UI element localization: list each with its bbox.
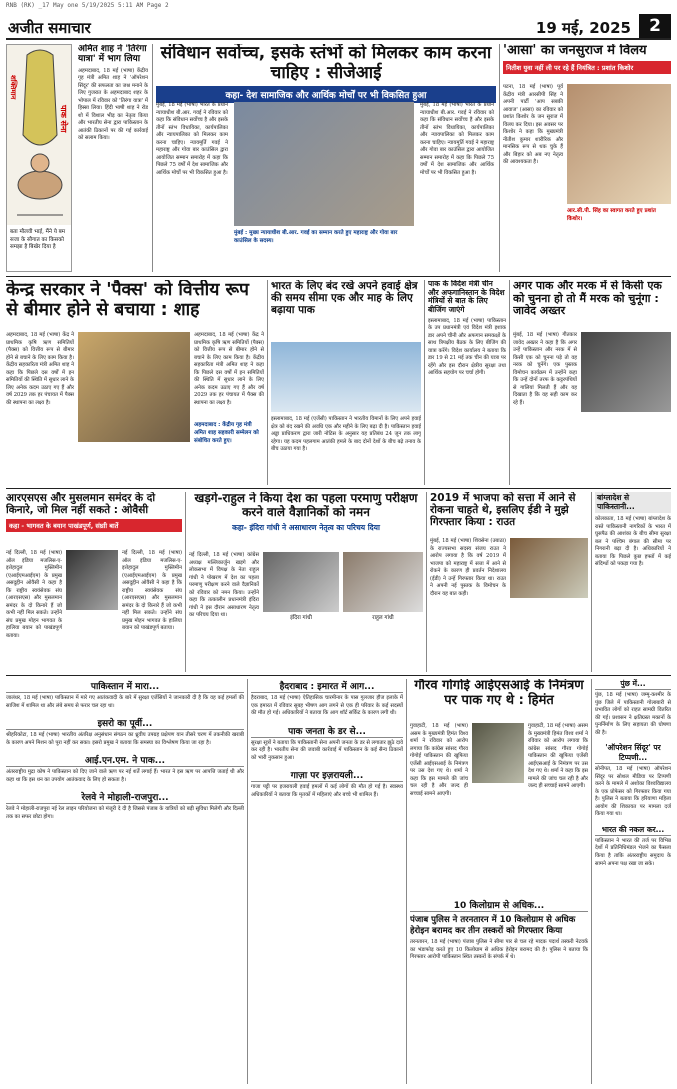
subheadline: कहा - भागवत के बयान पाखंडपूर्ण, संघ्राी बातें — [6, 519, 182, 532]
brief-body: श्रीहरिकोटा, 18 मई (भाषा) भारतीय अंतरिक्ष अनुसंधान संगठन का ध्रुवीय उपग्रह प्रक्षेपण यान तीसरे चरण में तकनीकी खराबी के कारण अपने मिशन को पूरा नहीं कर सका। इसरो प्रमुख ने बताया कि समस्या का विश्लेषण किया जा रहा है। — [6, 732, 244, 746]
story-nuclear-test — [189, 492, 423, 672]
headline: अमित शाह ने 'तिरंगा यात्रा' में भाग लिया — [78, 44, 147, 65]
photo-caption: मुंबई : मुख्य न्यायाधीश बी.आर. गवई का सम्मान करते हुए महाराष्ट्र और गोवा बार काउंसिल के सदस्य। — [234, 230, 398, 244]
cartoon-drawing — [7, 45, 72, 225]
brief-headline: पाकिस्तान में मारा... — [6, 679, 244, 693]
cartoon-label-top: शक्तिमान — [9, 75, 17, 100]
photo-caption-indira: इंदिरा गांधी — [290, 615, 312, 621]
story-body: नई दिल्ली, 18 मई (भाषा) ऑल इंडिया मजलिस-ए-इत्तेहादुल मुस्लिमीन (एआईएमआईएम) के प्रमुख असदुद्दीन ओवैसी ने कहा है कि राष्ट्रीय स्वयंसेवक संघ (आरएसएस) और मुसलमान समंदर के दो किनारे हैं जो कभी नहीं मिल सकते। उन्होंने संघ प्रमुख मोहन भागवत के हालिया बयान को पाखंडपूर्ण बताया। — [6, 550, 62, 639]
story-body-cont: नई दिल्ली, 18 मई (भाषा) ऑल इंडिया मजलिस-ए-इत्तेहादुल मुस्लिमीन (एआईएमआईएम) के प्रमुख असदुद्दीन ओवैसी ने कहा है कि राष्ट्रीय स्वयंसेवक संघ (आरएसएस) और मुसलमान समंदर के दो किनारे हैं जो कभी नहीं मिल सकते। उन्होंने संघ प्रमुख मोहन भागवत के हालिया बयान को पाखंडपूर्ण बताया। — [122, 550, 182, 632]
story-gogoi — [410, 679, 588, 894]
brief-body: तरनतारन, 18 मई (भाषा) पंजाब पुलिस ने सीमा पार से चल रहे मादक पदार्थ तस्करी नेटवर्क का भंडाफोड़ करते हुए 10 किलोग्राम से अधिक हेरोइन बरामद की है। पुलिस ने बताया कि गिरफ्तार आरोपी पाकिस्तान स्थित तस्करों के संपर्क में थे। — [410, 939, 588, 961]
story-body-cont: गुवाहाटी, 18 मई (भाषा) असम के मुख्यमंत्री हिमंत विश्व शर्मा ने रविवार को आरोप लगाया कि कांग्रेस सांसद गौरव गोगोई पाकिस्तान की खुफिया एजेंसी आईएसआई के निमंत्रण पर उस देश गए थे। शर्मा ने कहा कि इस मामले की जांच चल रही है और जल्द ही सच्चाई सामने आएगी। — [528, 723, 588, 790]
story-pak-fm-beijing — [428, 280, 506, 485]
headline: खड़गे-राहुल ने किया देश का पहला परमाणु परीक्षण करने वाले वैज्ञानिकों को नमन — [194, 492, 418, 519]
story-bangladesh — [595, 492, 671, 672]
brief-headline: हैदराबाद : इमारत में आग... — [251, 679, 403, 693]
headline: भारत के लिए बंद रखे अपने हवाई क्षेत्र की समय सीमा एक और माह के लिए बढ़ाया पाक — [271, 280, 418, 317]
story-pacs — [6, 280, 264, 485]
headline: गौरव गोगोई आईएसआई के निमंत्रण पर पाक गए थे : हिमंत — [414, 679, 584, 708]
headline: संविधान सर्वोच्च, इसके स्तंभों को मिलकर काम करना चाहिए : सीजेआई — [160, 44, 492, 83]
subheadline: नितीश युवा नहीं ली पर रहे हैं नियंत्रित : प्रशांत किशोर — [503, 61, 671, 74]
headline: आरएसएस और मुसलमान समंदर के दो किनारे, जो मिल नहीं सकते : ओवैसी — [6, 492, 156, 517]
headline: 2019 में भाजपा को सत्ता में आने से रोकना चाहते थे, इसलिए ईडी ने मुझे गिरफ्तार किया : राउत — [430, 492, 576, 529]
story-heroin — [410, 898, 588, 1084]
cji-photo — [234, 102, 414, 226]
brief-headline: भारत की नकल कर... — [595, 825, 671, 836]
story-body: मुंबई, 18 मई (भाषा) शिवसेना (उबाठा) के राज्यसभा सदस्य संजय राउत ने आरोप लगाया है कि वर्ष 2019 में भाजपा को महाराष्ट्र में सत्ता में आने से रोकने के कारण ही प्रवर्तन निदेशालय (ईडी) ने उन्हें गिरफ्तार किया था। राउत ने अपनी नई पुस्तक के विमोचन के दौरान यह बात कही। — [430, 538, 506, 597]
story-owaisi — [6, 492, 182, 672]
brief-headline: 10 किलोग्राम से अधिक... — [410, 898, 588, 912]
story-body: अहमदाबाद, 18 मई (भाषा) केंद्रीय गृह मंत्री अमित शाह ने 'ऑपरेशन सिंदूर' की सफलता का जश्न मनाने के लिए गुजरात के अहमदाबाद शहर के भोपाल में रविवार को 'तिरंगा यात्रा' में हिस्सा लिया। हिंदी भाषी शाह ने रोड शो में विशाल भीड़ का नेतृत्व किया और भारतीय सेना द्वारा पाकिस्तान के आतंकी ठिकानों पर की गई कार्रवाई को सलाम किया। — [78, 67, 148, 142]
story-body: पटना, 18 मई (भाषा) पूर्व केंद्रीय मंत्री आरसीपी सिंह ने अपनी पार्टी 'आप सबकी आवाज' (आसा) का रविवार को प्रशांत किशोर के जन सुराज में विलय कर दिया। इस अवसर पर किशोर ने कहा कि मुख्यमंत्री नीतीश कुमार शारीरिक और मानसिक रूप से थक चुके हैं और बिहार को अब नए नेतृत्व की आवश्यकता है। — [503, 84, 563, 166]
shah-photo — [78, 332, 190, 442]
brief-body: रेलवे ने मोहाली-राजपुरा नई रेल लाइन परियोजना को मंजूरी दे दी है जिससे पंजाब के यात्रियों को बड़ी सुविधा मिलेगी और दिल्ली तक का सफर छोटा होगा। — [6, 806, 244, 820]
subheadline: कहा- इंदिरा गांधी ने असाधारण नेतृत्व का परिचय दिया — [232, 522, 380, 532]
headline: बांग्लादेश से पाकिस्तानी... — [595, 492, 671, 513]
brief-body: सुरक्षा सूत्रों ने बताया कि पाकिस्तानी सेना अपनी जनता के डर से लगातार झूठे दावे कर रही है। भारतीय सेना की जवाबी कार्रवाई में पाकिस्तान के कई सैन्य ठिकानों को भारी नुकसान हुआ। — [251, 739, 403, 761]
brief-body: अंतरराष्ट्रीय मुद्रा कोष ने पाकिस्तान को दिए जाने वाले ऋण पर नई शर्तें लगाई हैं। भारत ने इस ऋण पर आपत्ति जताई थी और कहा था कि इस धन का उपयोग आतंकवाद के लिए हो सकता है। — [6, 769, 244, 783]
story-body: इस्लामाबाद, 18 मई (भाषा) पाकिस्तान के उप प्रधानमंत्री एवं विदेश मंत्री इशाक डार अपने चीनी और अफगान समकक्षों के साथ त्रिपक्षीय बैठक के लिए बीजिंग की यात्रा करेंगे। विदेश कार्यालय ने बताया कि डार 19 से 21 मई तक चीन की यात्रा पर रहेंगे और इस दौरान क्षेत्रीय सुरक्षा तथा आर्थिक सहयोग पर चर्चा होगी। — [428, 317, 506, 377]
subheadline: कहा- देश सामाजिक और आर्थिक मोर्चों पर भी विकसित हुआ — [156, 86, 496, 103]
brief-headline: आई.एन.एम. ने पाक... — [6, 753, 244, 767]
brief-body: जालंधर, 18 मई (भाषा) पाकिस्तान में मारे गए आतंकवादी के बारे में सुरक्षा एजेंसियों ने जानकारी दी है कि वह कई हमलों की साजिश में शामिल था और लंबे समय से फरार चल रहा था। — [6, 695, 244, 709]
cartoon — [6, 44, 72, 272]
story-tiranga-yatra — [78, 44, 148, 272]
issue-date: 19 मई, 2025 — [535, 19, 631, 37]
briefs-column-middle — [251, 679, 403, 1084]
headline: अगर पाक और मरक में से किसी एक को चुनना हो तो मैं मरक को चुनूंगा : जावेद अख्तर — [513, 280, 662, 318]
story-body: कोलकाता, 18 मई (भाषा) बांग्लादेश के रास्ते पाकिस्तानी नागरिकों के भारत में घुसपैठ की आशंका के बीच सीमा सुरक्षा बल ने पश्चिम बंगाल की सीमा पर निगरानी बढ़ा दी है। अधिकारियों ने बताया कि पिछले कुछ हफ्तों में कई संदिग्धों को पकड़ा गया है। — [595, 516, 671, 568]
story-aasa-merger — [503, 44, 671, 272]
brief-headline: रेलवे ने मोहाली-राजपुरा... — [6, 790, 244, 804]
himanta-photo — [472, 723, 524, 783]
story-cji-constitution — [156, 44, 496, 272]
kishor-photo — [567, 84, 671, 204]
story-javed-akhtar — [513, 280, 671, 485]
story-raut — [430, 492, 588, 672]
photo-caption: आर.सी.पी. सिंह का स्वागत करते हुए प्रशांत किशोर। — [567, 208, 656, 222]
story-body: अहमदाबाद, 18 मई (भाषा) केंद्र ने प्राथमिक कृषि ऋण समितियों (पैक्स) को वित्तीय रूप से बीमार होने से बचाने के लिए काम किया है। केंद्रीय सहकारिता मंत्री अमित शाह ने कहा कि पिछले दस वर्षों में इन समितियों की स्थिति में सुधार लाने के लिए अनेक कदम उठाए गए हैं और वर्ष 2029 तक हर पंचायत में पैक्स की स्थापना का लक्ष्य है। — [6, 332, 74, 406]
story-body-right: मुंबई, 18 मई (भाषा) भारत के प्रधान न्यायाधीश बी.आर. गवई ने रविवार को कहा कि संविधान सर्वोच्च है और इसके तीनों स्तंभ विधायिका, कार्यपालिका और न्यायपालिका को मिलकर काम करना चाहिए। न्यायमूर्ति गवई ने महाराष्ट्र और गोवा बार काउंसिल द्वारा आयोजित सम्मान समारोह में कहा कि पिछले 75 वर्षों में देश सामाजिक और आर्थिक मोर्चों पर भी विकसित हुआ है। — [420, 102, 494, 176]
masthead — [6, 14, 671, 40]
brief-headline: पाक जनता के डर से... — [251, 724, 403, 738]
brief-body: पुंछ, 18 मई (भाषा) जम्मू-कश्मीर के पुंछ जिले में पाकिस्तानी गोलाबारी से प्रभावित लोगों को राहत सामग्री वितरित की गई। प्रशासन ने क्षतिग्रस्त मकानों के पुनर्निर्माण के लिए सहायता की घोषणा की है। — [595, 692, 671, 736]
story-body-cont: अहमदाबाद, 18 मई (भाषा) केंद्र ने प्राथमिक कृषि ऋण समितियों (पैक्स) को वित्तीय रूप से बीमार होने से बचाने के लिए काम किया है। केंद्रीय सहकारिता मंत्री अमित शाह ने कहा कि पिछले दस वर्षों में इन समितियों की स्थिति में सुधार लाने के लिए अनेक कदम उठाए गए हैं और वर्ष 2029 तक हर पंचायत में पैक्स की स्थापना का लक्ष्य है। — [194, 332, 264, 406]
story-pak-airspace — [271, 280, 421, 485]
brief-body: गाजा पट्टी पर इजरायली हवाई हमलों में कई लोगों की मौत हो गई है। स्वास्थ्य अधिकारियों ने बताया कि मृतकों में महिलाएं और बच्चे भी शामिल हैं। — [251, 784, 403, 798]
photo-caption-rahul: राहुल गांधी — [372, 615, 394, 621]
story-body: मुंबई, 18 मई (भाषा) गीतकार जावेद अख्तर ने कहा है कि अगर उन्हें पाकिस्तान और नरक में से किसी एक को चुनना पड़े तो वह नरक को चुनेंगे। एक पुस्तक विमोचन कार्यक्रम में उन्होंने कहा कि उन्हें दोनों तरफ के कट्टरपंथियों से गालियां मिलती हैं और यह दिखाता है कि वह सही काम कर रहे हैं। — [513, 332, 577, 406]
story-body-left: मुंबई, 18 मई (भाषा) भारत के प्रधान न्यायाधीश बी.आर. गवई ने रविवार को कहा कि संविधान सर्वोच्च है और इसके तीनों स्तंभ विधायिका, कार्यपालिका और न्यायपालिका को मिलकर काम करना चाहिए। न्यायमूर्ति गवई ने महाराष्ट्र और गोवा बार काउंसिल द्वारा आयोजित सम्मान समारोह में कहा कि पिछले 75 वर्षों में देश सामाजिक और आर्थिक मोर्चों पर भी विकसित हुआ है। — [156, 102, 228, 176]
airplane-photo — [271, 342, 421, 412]
brief-headline: इसरो का पूर्वी... — [6, 716, 244, 730]
brief-headline: पुंछ में... — [595, 679, 671, 690]
story-body: इस्लामाबाद, 18 मई (एजेंसी) पाकिस्तान ने भारतीय विमानों के लिए अपने हवाई क्षेत्र को बंद रखने की अवधि एक और महीने के लिए बढ़ा दी है। पाकिस्तान हवाई अड्डा प्राधिकरण द्वारा जारी नोटिस के अनुसार यह प्रतिबंध 24 जून तक लागू रहेगा। यह कदम पहलगाम आतंकी हमले के बाद दोनों देशों के बीच बढ़े तनाव के बीच उठाया गया है। — [271, 416, 421, 453]
brief-body: सोनीपत, 18 मई (भाषा) ऑपरेशन सिंदूर पर सोशल मीडिया पर टिप्पणी करने के मामले में अशोका विश्वविद्यालय के एक प्रोफेसर को गिरफ्तार किया गया है। पुलिस ने बताया कि हरियाणा महिला आयोग की शिकायत पर मामला दर्ज किया गया था। — [595, 766, 671, 818]
photo-caption: अहमदाबाद : केंद्रीय गृह मंत्री अमित शाह सहकारी सम्मेलन को संबोधित करते हुए। — [194, 422, 259, 444]
cartoon-label-side: पाक सेना — [59, 105, 68, 133]
brief-headline: 'ऑपरेशन सिंदूर' पर टिप्पणी... — [595, 743, 671, 764]
story-body: गुवाहाटी, 18 मई (भाषा) असम के मुख्यमंत्री हिमंत विश्व शर्मा ने रविवार को आरोप लगाया कि कांग्रेस सांसद गौरव गोगोई पाकिस्तान की खुफिया एजेंसी आईएसआई के निमंत्रण पर उस देश गए थे। शर्मा ने कहा कि इस मामले की जांच चल रही है और जल्द ही सच्चाई सामने आएगी। — [410, 723, 468, 797]
page-number: 2 — [639, 14, 671, 38]
brief-body: हैदराबाद, 18 मई (भाषा) ऐतिहासिक चारमीनार के पास गुलजार हौज इलाके में एक इमारत में रविवार सुबह भीषण आग लगने से एक ही परिवार के कई सदस्यों की मौत हो गई। अधिकारियों ने बताया कि आग शॉर्ट सर्किट के कारण लगी थी। — [251, 695, 403, 717]
headline: केन्द्र सरकार ने 'पैक्स' को वित्तीय रूप से बीमार होने से बचाया : शाह — [6, 280, 249, 321]
pullquote: पंजाब पुलिस ने तरनतारन में 10 किलोग्राम से अधिक हेरोइन बरामद कर तीन तस्करों को गिरफ्तार किया — [410, 915, 576, 936]
brief-headline: गाज़ा पर इज़रायली... — [251, 768, 403, 782]
briefs-column-right — [595, 679, 671, 1084]
owaisi-photo — [66, 550, 118, 610]
briefs-column-left — [6, 679, 244, 1084]
akhtar-photo — [581, 332, 671, 412]
print-slug: RNB (RK) _17 May one 5/19/2025 5:11 AM Page 2 — [6, 2, 169, 9]
story-body: नई दिल्ली, 18 मई (भाषा) कांग्रेस अध्यक्ष मल्लिकार्जुन खड़गे और लोकसभा में विपक्ष के नेता राहुल गांधी ने पोखरण में देश का पहला परमाणु परीक्षण करने वाले वैज्ञानिकों को रविवार को नमन किया। उन्होंने कहा कि तत्कालीन प्रधानमंत्री इंदिरा गांधी ने इस दौरान असाधारण नेतृत्व का परिचय दिया था। — [189, 552, 259, 619]
cartoon-caption: बता मौलवी भाई, मैंने ये बम सजा के सौगात का किसको समझा है बिखेर दिया है — [10, 229, 66, 251]
brief-body: पाकिस्तान ने भारत की तर्ज पर विभिन्न देशों में प्रतिनिधिमंडल भेजने का फैसला किया है ताकि अंतरराष्ट्रीय समुदाय के सामने अपना पक्ष रखा जा सके। — [595, 837, 671, 867]
rahul-photo — [343, 552, 423, 612]
indira-photo — [263, 552, 339, 612]
newspaper-name: अजीत समाचार — [8, 19, 91, 37]
raut-photo — [510, 538, 588, 598]
headline: 'आसा' का जनसुराज में विलय — [503, 44, 647, 58]
headline: पाक के विदेश मंत्री चीन और अफगानिस्तान के विदेश मंत्रियों से बात के लिए बीजिंग जाएंगे — [428, 280, 505, 314]
